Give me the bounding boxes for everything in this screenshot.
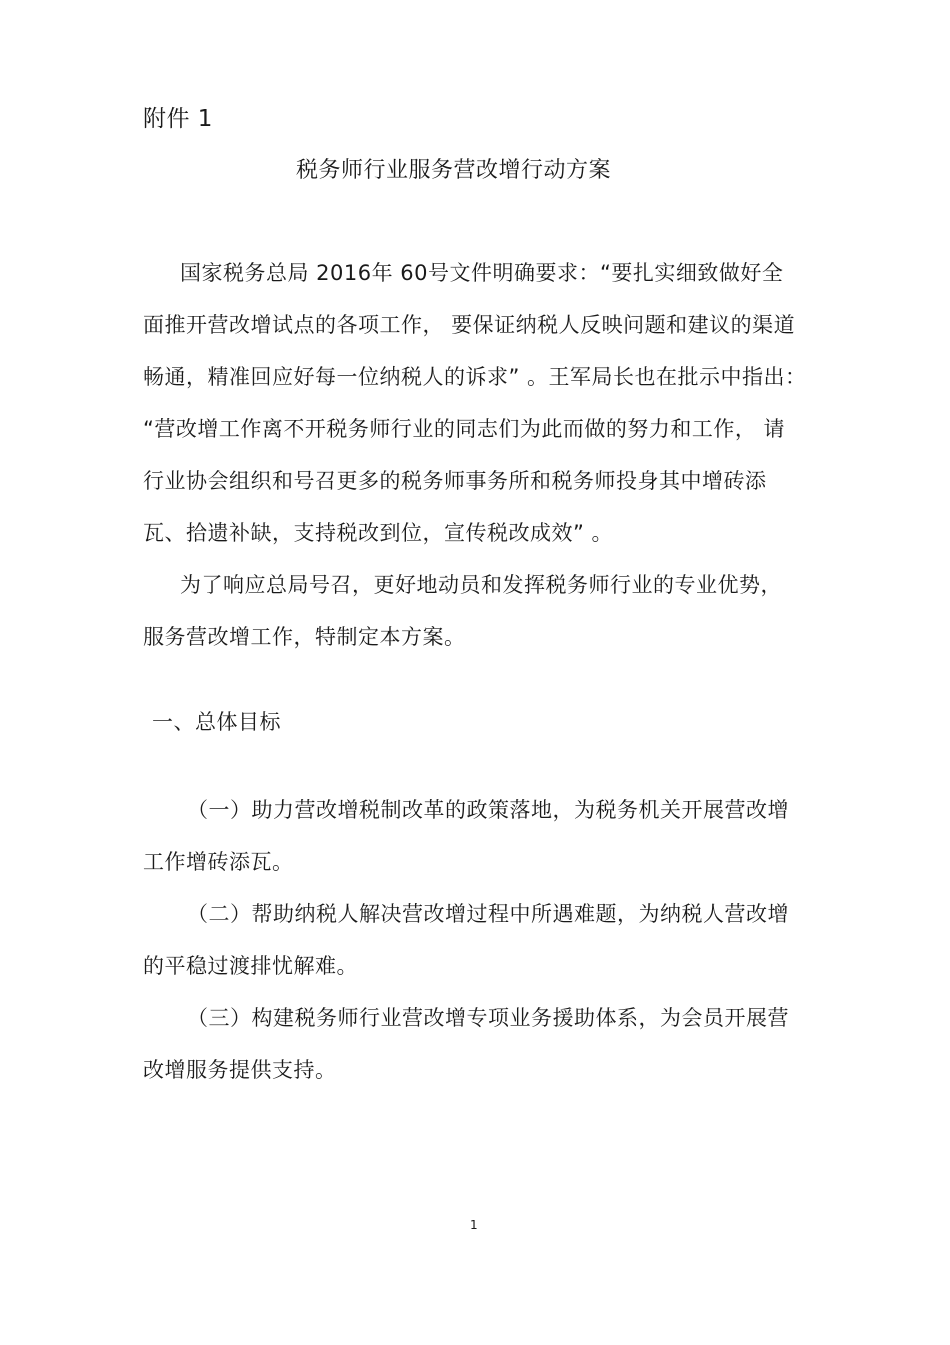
goal-line: 的平稳过渡排忧解难。 bbox=[143, 954, 358, 978]
goal-line: （三）构建税务师行业营改增专项业务援助体系，为会员开展营 bbox=[187, 1006, 789, 1030]
intro-line: 国家税务总局 2016年 60号文件明确要求：“要扎实细致做好全 bbox=[180, 261, 784, 285]
intro-line: 瓦、拾遗补缺，支持税改到位，宣传税改成效” 。 bbox=[143, 521, 614, 545]
page-number: 1 bbox=[470, 1218, 478, 1232]
goal-line: 工作增砖添瓦。 bbox=[143, 850, 294, 874]
intro-line: 面推开营改增试点的各项工作， 要保证纳税人反映问题和建议的渠道 bbox=[143, 313, 796, 337]
goal-line: （二）帮助纳税人解决营改增过程中所遇难题，为纳税人营改增 bbox=[187, 902, 789, 926]
goal-line: （一）助力营改增税制改革的政策落地，为税务机关开展营改增 bbox=[187, 798, 789, 822]
intro-line: 为了响应总局号召，更好地动员和发挥税务师行业的专业优势， bbox=[180, 573, 782, 597]
section-heading: 一、总体目标 bbox=[152, 710, 281, 734]
intro-line: 畅通，精准回应好每一位纳税人的诉求” 。王军局长也在批示中指出： bbox=[143, 365, 807, 389]
goal-line: 改增服务提供支持。 bbox=[143, 1058, 337, 1082]
intro-line: 行业协会组织和号召更多的税务师事务所和税务师投身其中增砖添 bbox=[143, 469, 767, 493]
document-title: 税务师行业服务营改增行动方案 bbox=[296, 158, 612, 183]
intro-line: 服务营改增工作，特制定本方案。 bbox=[143, 625, 466, 649]
intro-line: “营改增工作离不开税务师行业的同志们为此而做的努力和工作， 请 bbox=[143, 417, 786, 441]
attachment-label: 附件 1 bbox=[143, 106, 213, 132]
